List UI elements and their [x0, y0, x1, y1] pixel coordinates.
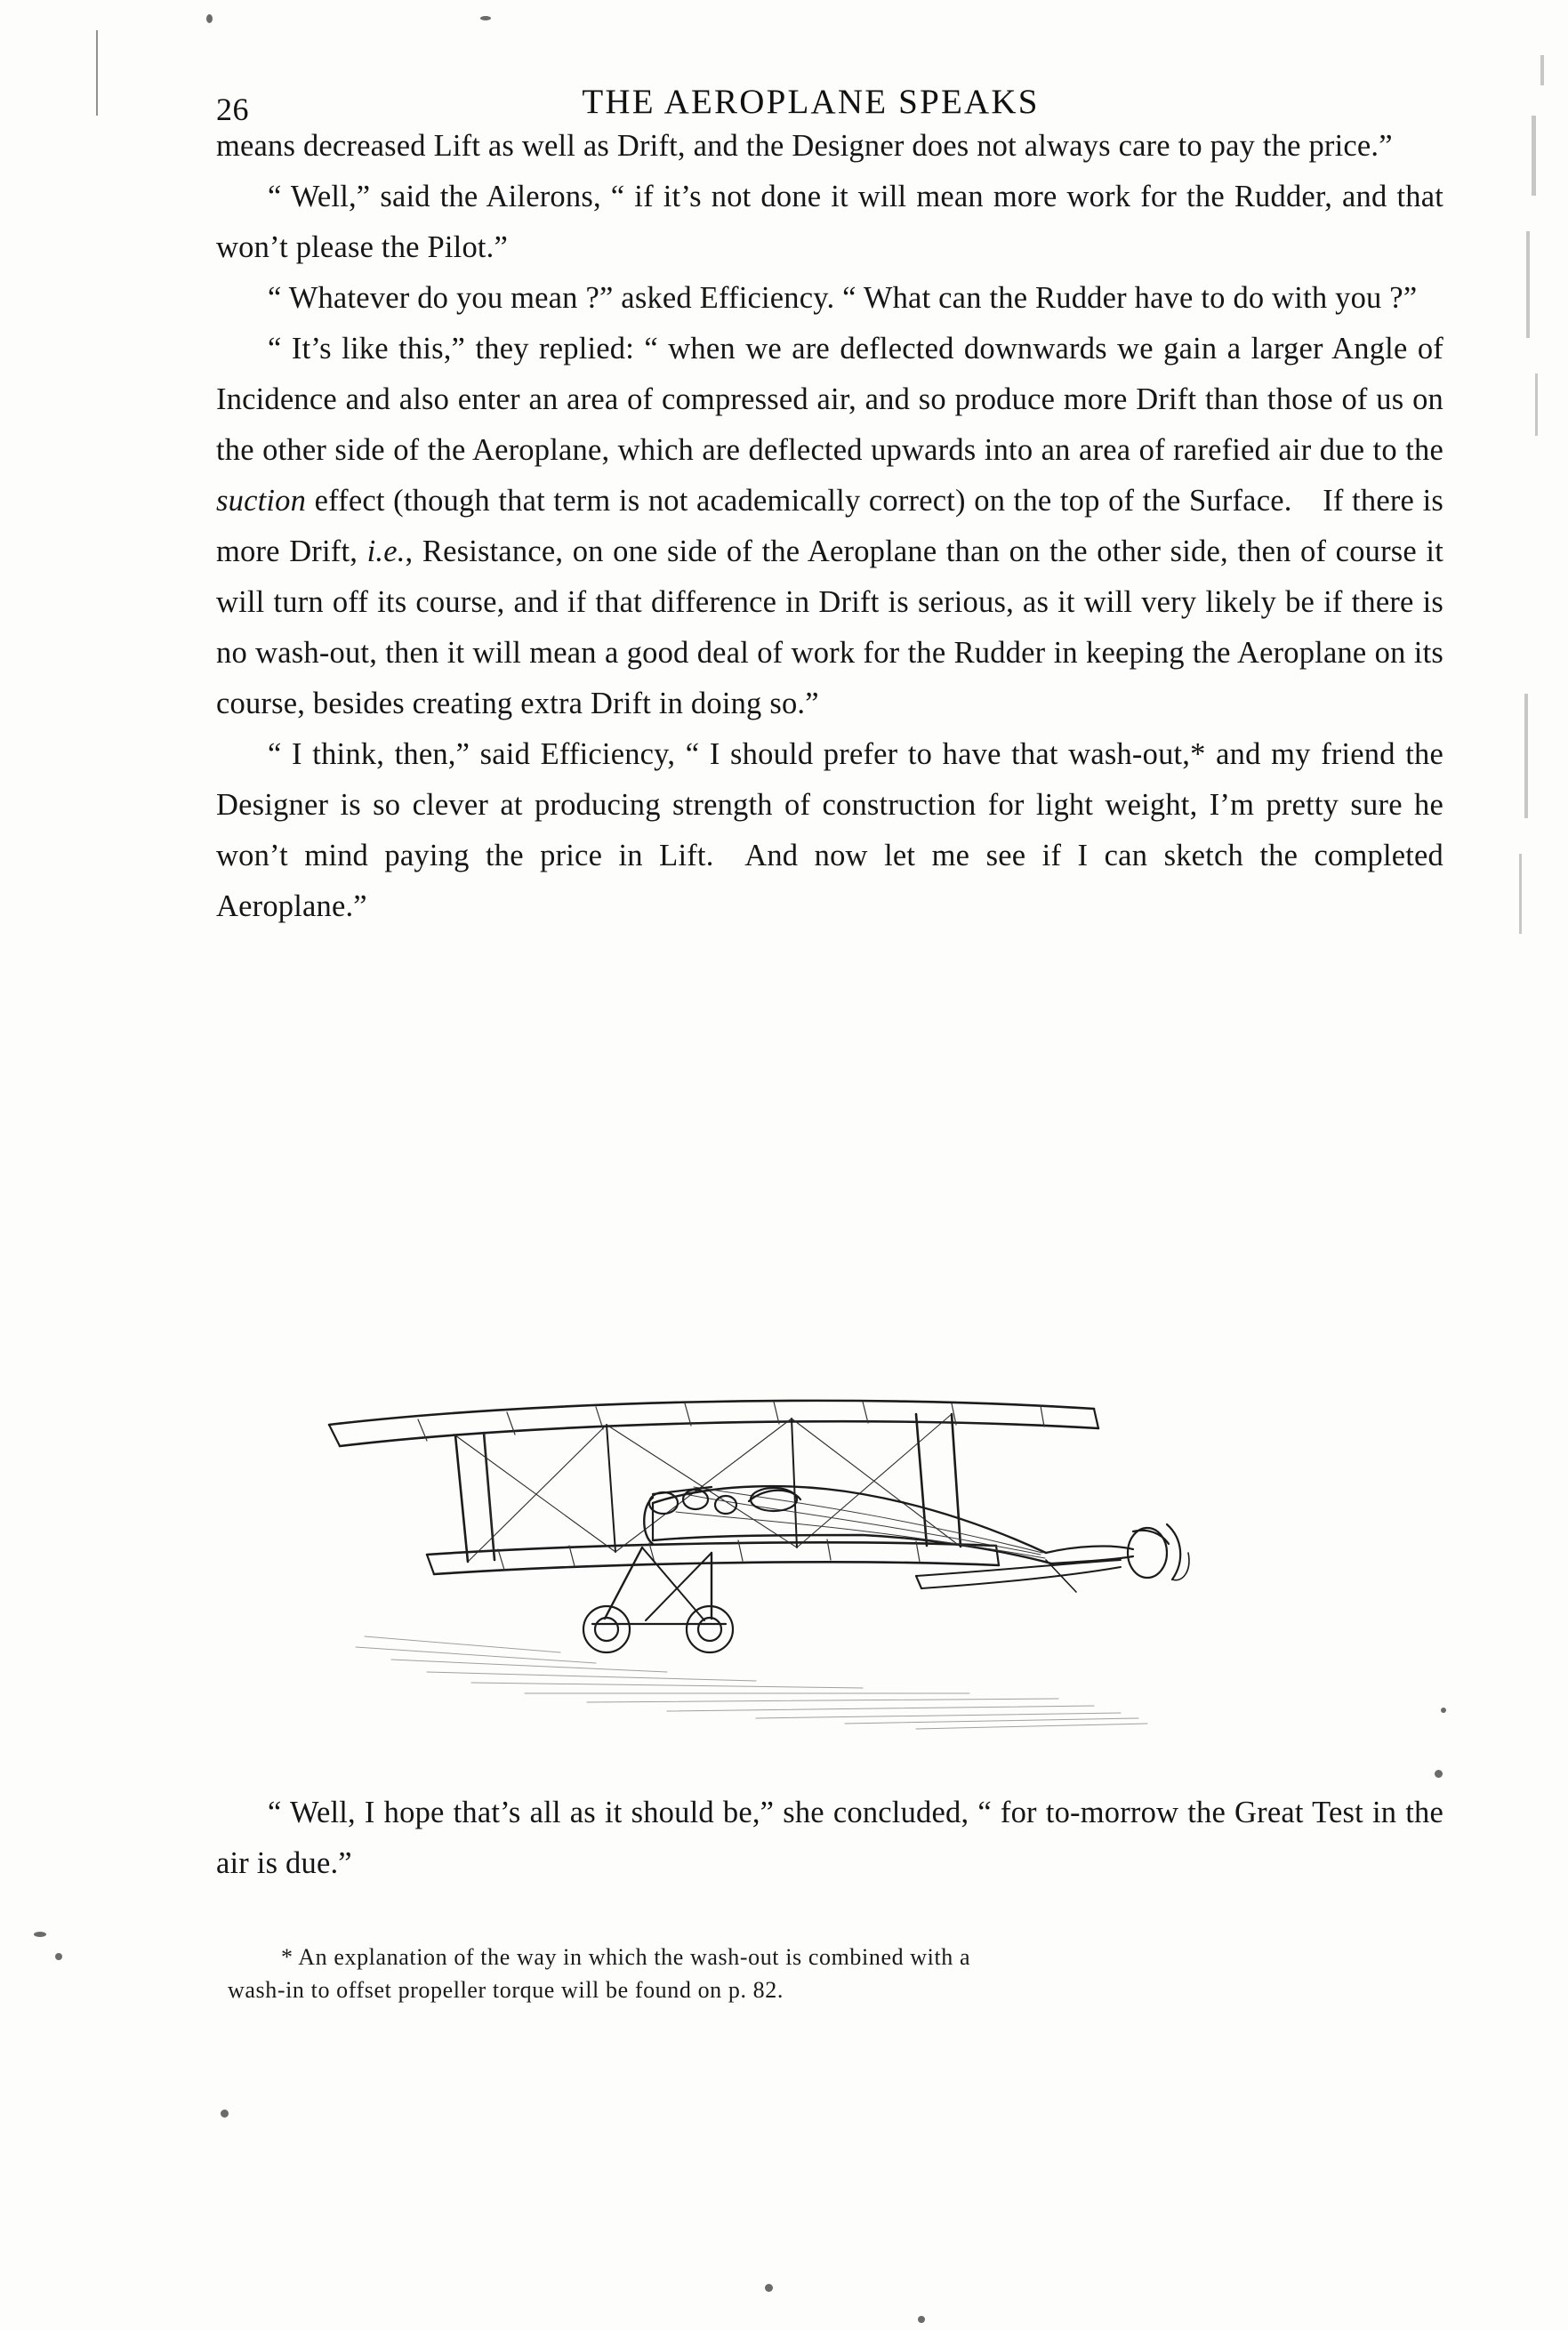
scan-speck: [34, 1932, 46, 1937]
body-text: [216, 121, 1443, 932]
running-head-title: THE AEROPLANE SPEAKS: [582, 83, 1040, 121]
paragraph-2: “ Well,” said the Ailerons, “ if it’s not done it will mean more work for the Rudder, and that won’t please the Pilot.”: [216, 180, 1443, 264]
scan-speck: [765, 2284, 773, 2292]
footnote: [228, 1941, 1446, 2006]
paragraph-5: “ I think, then,” said Efficiency, “ I should prefer to have that wash-out,* and my friend the Designer is so clever at producing strength of construction for light weight, I’m pretty sure he won’t mind paying the price in Lift. And now let me see if I can sketch the completed Aeroplane.”: [216, 737, 1443, 923]
completed-biplane-sketch: [293, 1370, 1299, 1743]
scan-speck: [918, 2316, 925, 2323]
page-edge-mark: [1526, 231, 1530, 338]
page-edge-mark: [1519, 854, 1522, 934]
paragraph-4: “ It’s like this,” they replied: “ when we are deflected downwards we gain a larger Angle of Incidence and also enter an area of compressed air, and so produce more Drift than those of us on the other side of the Aeroplane, which are deflected upwards into an area of rarefied air due to the suction effect (though that term is not academically correct) on the top of the Surface. If there is more Drift, i.e., Resistance, on one side of the Aeroplane than on the other side, then of course it will turn off its course, and if that difference in Drift is serious, as it will very likely be if there is no wash-out, then it will mean a good deal of work for the Rudder in keeping the Aeroplane on its course, besides creating extra Drift in doing so.”: [216, 332, 1443, 720]
page-edge-mark: [1532, 116, 1536, 196]
footnote-line-2: wash-in to offset propeller torque will be found on p. 82.: [228, 1977, 784, 2003]
scan-speck: [206, 14, 213, 23]
paragraph-1: means decreased Lift as well as Drift, and the Designer does not always care to pay the price.”: [216, 129, 1393, 163]
page-edge-mark: [1540, 55, 1544, 85]
scan-speck: [1441, 1708, 1446, 1713]
page-header: [0, 43, 1568, 127]
page-edge-mark: [1524, 694, 1528, 818]
closing-paragraph-block: [216, 1788, 1443, 1889]
paragraph-6: “ Well, I hope that’s all as it should be,” she concluded, “ for to-morrow the Great Test in the air is due.”: [216, 1796, 1443, 1880]
scan-speck: [221, 2110, 229, 2118]
scan-speck: [480, 16, 491, 20]
footnote-line-1: * An explanation of the way in which the wash-out is combined with a: [281, 1944, 971, 1970]
scan-speck: [1435, 1770, 1443, 1778]
scan-speck: [55, 1953, 62, 1960]
page-number: 26: [216, 92, 249, 127]
page-edge-mark: [1535, 374, 1538, 436]
paragraph-3: “ Whatever do you mean ?” asked Efficiency. “ What can the Rudder have to do with you ?”: [268, 281, 1418, 315]
